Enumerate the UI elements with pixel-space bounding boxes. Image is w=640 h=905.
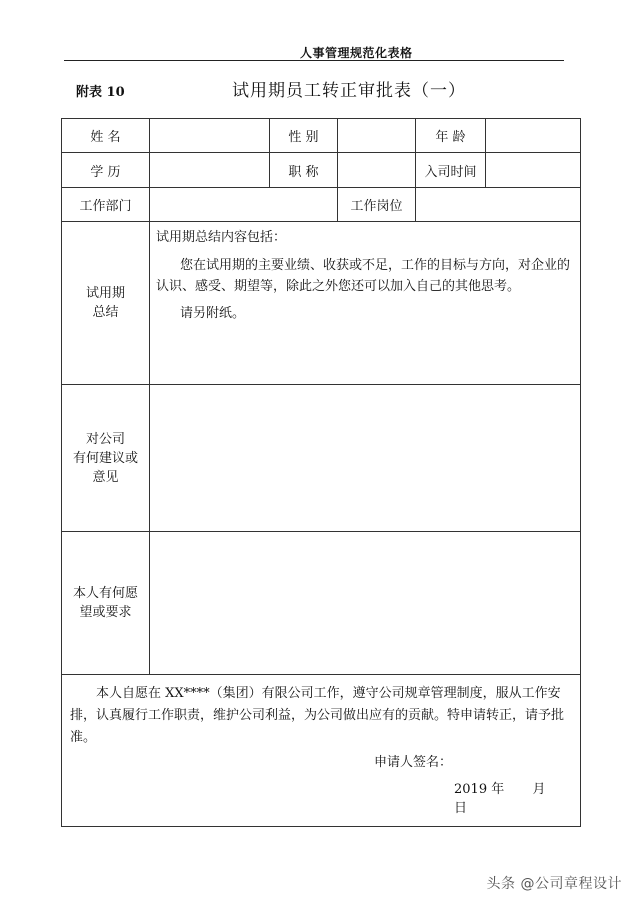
suggestions-label — [62, 385, 150, 532]
education-label: 学 历 — [62, 153, 150, 188]
position-value-cell[interactable] — [416, 188, 581, 222]
date-line — [454, 778, 580, 816]
date-day: 日 — [454, 801, 468, 816]
department-label: 工作部门 — [62, 188, 150, 222]
form-title: 试用期员工转正审批表（一） — [232, 81, 466, 101]
wishes-label-line2: 望或要求 — [79, 605, 132, 620]
job-title-label: 职 称 — [270, 153, 338, 188]
header-rule — [64, 60, 564, 61]
join-date-label: 入司时间 — [416, 153, 486, 188]
appendix-number: 附表 10 — [76, 85, 125, 100]
join-date-value-cell[interactable] — [486, 153, 581, 188]
age-value-cell[interactable] — [486, 119, 581, 153]
signature-label: 申请人签名： — [374, 755, 453, 770]
summary-instructions: 您在试用期的主要业绩、收获或不足，工作的目标与方向，对企业的认识、感受、期望等，除此之外您还可以加入自己的其他思考。 — [156, 258, 571, 294]
wishes-label — [62, 532, 150, 675]
date-month: 月 — [532, 782, 546, 797]
form-category-header: 人事管理规范化表格 — [300, 46, 413, 60]
gender-value-cell[interactable] — [338, 119, 416, 153]
summary-label-line1: 试用期 — [85, 286, 125, 301]
summary-label-line2: 总结 — [92, 305, 119, 320]
suggestions-label-line3: 意见 — [92, 469, 119, 485]
age-label: 年 龄 — [416, 119, 486, 153]
department-value-cell[interactable] — [150, 188, 338, 222]
declaration-cell — [62, 675, 581, 827]
job-title-value-cell[interactable] — [338, 153, 416, 188]
date-year: 2019 年 — [454, 782, 505, 797]
watermark-text: 头条 @公司章程设计 — [486, 876, 622, 892]
declaration-text: 本人自愿在 XX****（集团）有限公司工作，遵守公司规章管理制度，服从工作安排，认真履行工作职责，维护公司利益，为公司做出应有的贡献。特申请转正，请予批准。 — [70, 686, 565, 745]
summary-intro: 试用期总结内容包括： — [156, 230, 287, 245]
name-value-cell[interactable] — [150, 119, 270, 153]
wishes-label-line1: 本人有何愿 — [72, 586, 138, 601]
summary-attach-note: 请另附纸。 — [180, 306, 246, 321]
position-label: 工作岗位 — [338, 188, 416, 222]
summary-content-cell[interactable] — [150, 222, 581, 385]
wishes-content-cell[interactable] — [150, 532, 581, 675]
suggestions-label-line2: 有何建议或 — [72, 450, 138, 466]
suggestions-label-line1: 对公司 — [85, 431, 125, 447]
name-label: 姓 名 — [62, 119, 150, 153]
education-value-cell[interactable] — [150, 153, 270, 188]
gender-label: 性 别 — [270, 119, 338, 153]
suggestions-content-cell[interactable] — [150, 385, 581, 532]
summary-label — [62, 222, 150, 385]
approval-form-table — [61, 118, 581, 827]
